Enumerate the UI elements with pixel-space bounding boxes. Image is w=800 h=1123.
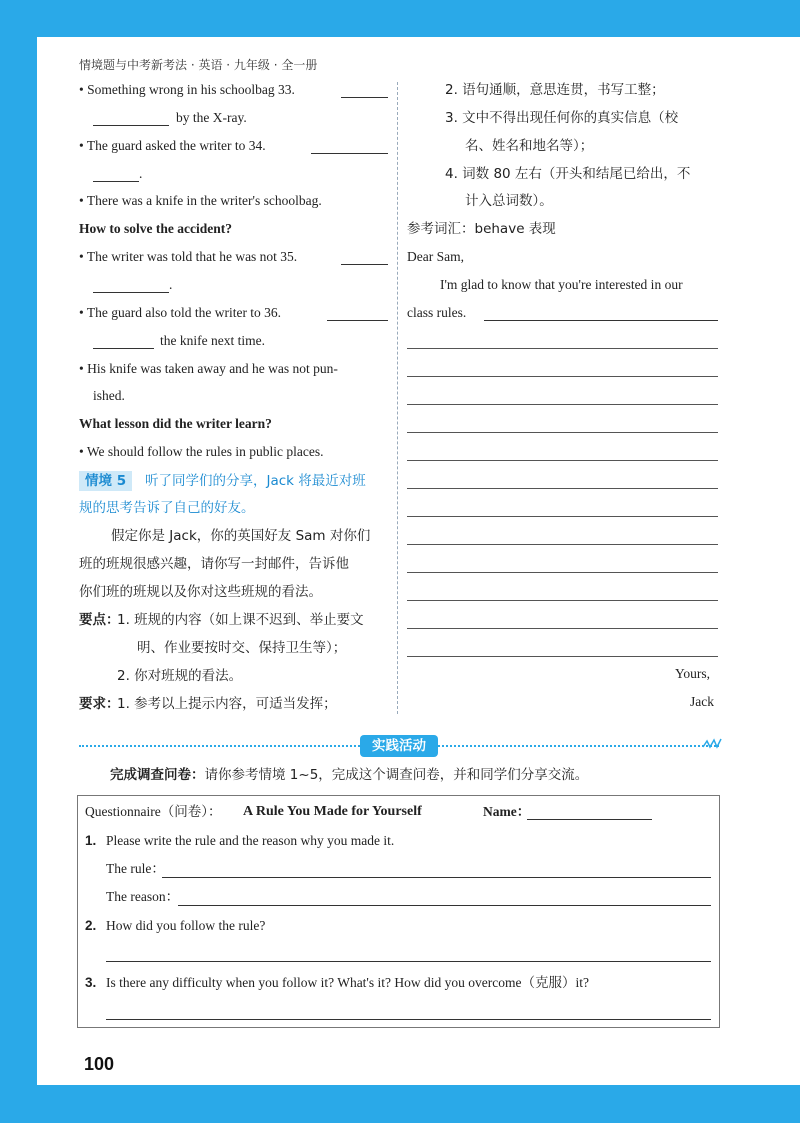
blank-34a[interactable] <box>311 153 388 154</box>
question-text: Please write the rule and the reason why you made it. <box>106 833 395 848</box>
writing-line[interactable] <box>407 656 718 657</box>
scenario-tag: 情境 5 <box>79 471 132 491</box>
bullet-item: • We should follow the rules in public places. <box>79 444 324 459</box>
requirement: 4. 词数 80 左右（开头和结尾已给出，不 <box>445 166 691 182</box>
writing-line[interactable] <box>407 460 718 461</box>
blank-36b[interactable] <box>93 348 154 349</box>
requirement-cont: 名、姓名和地名等）； <box>465 138 594 154</box>
answer-field[interactable] <box>106 961 711 962</box>
requirement: 3. 文中不得出现任何你的真实信息（校 <box>445 110 679 126</box>
letter-greeting: Dear Sam, <box>407 249 464 264</box>
requirements-label: 要求： <box>79 696 120 712</box>
writing-line[interactable] <box>407 516 718 517</box>
column-divider <box>397 82 398 714</box>
writing-line[interactable] <box>407 488 718 489</box>
instruction-text: 请你参考情境 1~5，完成这个调查问卷，并和同学们分享交流。 <box>204 767 589 783</box>
bullet-cont: . <box>139 166 143 181</box>
rule-label: The rule： <box>106 861 165 876</box>
questionnaire-box <box>77 795 720 1028</box>
bullet-item: • The guard asked the writer to 34. <box>79 138 266 153</box>
questionnaire-title: A Rule You Made for Yourself <box>243 804 422 819</box>
letter-opening-cont: class rules. <box>407 305 467 320</box>
blank-35a[interactable] <box>341 264 388 265</box>
writing-line[interactable] <box>407 572 718 573</box>
key-point-cont: 明、作业要按时交、保持卫生等）； <box>137 640 347 656</box>
blank-33b[interactable] <box>93 125 169 126</box>
question-number: 1. <box>85 833 97 848</box>
requirement: 1. 参考以上提示内容，可适当发挥； <box>117 696 337 712</box>
bullet-cont: ished. <box>93 388 125 403</box>
running-header: 情境题与中考新考法 · 英语 · 九年级 · 全一册 <box>79 58 318 72</box>
key-points-label: 要点： <box>79 612 120 628</box>
writing-line[interactable] <box>407 404 718 405</box>
blank-35b[interactable] <box>93 292 169 293</box>
writing-line[interactable] <box>407 628 718 629</box>
section-heading: What lesson did the writer learn? <box>79 416 272 431</box>
task-paragraph: 班的班规很感兴趣，请你写一封邮件，告诉他 <box>79 556 349 572</box>
instruction-label: 完成调查问卷： <box>110 767 205 783</box>
letter-signature: Jack <box>690 694 714 709</box>
name-field[interactable] <box>527 819 652 820</box>
question-text: How did you follow the rule? <box>106 918 266 933</box>
letter-opening: I'm glad to know that you're interested in our <box>440 277 683 292</box>
requirement: 2. 语句通顺，意思连贯，书写工整； <box>445 82 665 98</box>
questionnaire-label: Questionnaire（问卷）： <box>85 804 222 819</box>
writing-line[interactable] <box>484 320 718 321</box>
requirement-cont: 计入总词数）。 <box>465 193 553 209</box>
bullet-cont: the knife next time. <box>160 333 265 348</box>
rule-field[interactable] <box>162 877 711 878</box>
writing-line[interactable] <box>407 544 718 545</box>
reason-field[interactable] <box>178 905 711 906</box>
reference-vocab: 参考词汇：behave 表现 <box>407 221 556 237</box>
question-number: 2. <box>85 918 97 933</box>
reason-label: The reason： <box>106 889 180 904</box>
question-text: Is there any difficulty when you follow it? What's it? How did you overcome（克服）it? <box>106 975 589 990</box>
writing-line[interactable] <box>407 600 718 601</box>
bullet-item: • Something wrong in his schoolbag 33. <box>79 82 295 97</box>
bullet-cont: . <box>169 277 173 292</box>
writing-line[interactable] <box>407 348 718 349</box>
blank-34b[interactable] <box>93 181 139 182</box>
blank-33a[interactable] <box>341 97 388 98</box>
bullet-item: • His knife was taken away and he was not pun- <box>79 361 338 376</box>
key-point: 1. 班规的内容（如上课不迟到、举止要文 <box>117 612 364 628</box>
scenario-title-cont: 规的思考告诉了自己的好友。 <box>79 500 255 516</box>
question-number: 3. <box>85 975 97 990</box>
page-number: 100 <box>84 1054 115 1074</box>
section-heading: How to solve the accident? <box>79 221 232 236</box>
squiggle-icon <box>702 737 722 751</box>
writing-line[interactable] <box>407 376 718 377</box>
key-point: 2. 你对班规的看法。 <box>117 668 243 684</box>
name-label: Name： <box>483 804 531 819</box>
answer-field[interactable] <box>106 1019 711 1020</box>
scenario-title: 听了同学们的分享，Jack 将最近对班 <box>145 473 366 489</box>
bullet-item: • The writer was told that he was not 35. <box>79 249 298 264</box>
section-label: 实践活动 <box>360 735 438 757</box>
task-paragraph: 你们班的班规以及你对这些班规的看法。 <box>79 584 322 600</box>
writing-line[interactable] <box>407 432 718 433</box>
blank-36a[interactable] <box>327 320 388 321</box>
activity-instruction <box>110 766 588 784</box>
bullet-cont: by the X-ray. <box>176 110 247 125</box>
bullet-item: • There was a knife in the writer's schoolbag. <box>79 193 322 208</box>
task-paragraph: 假定你是 Jack，你的英国好友 Sam 对你们 <box>111 528 371 544</box>
letter-closing: Yours, <box>675 666 711 681</box>
bullet-item: • The guard also told the writer to 36. <box>79 305 282 320</box>
